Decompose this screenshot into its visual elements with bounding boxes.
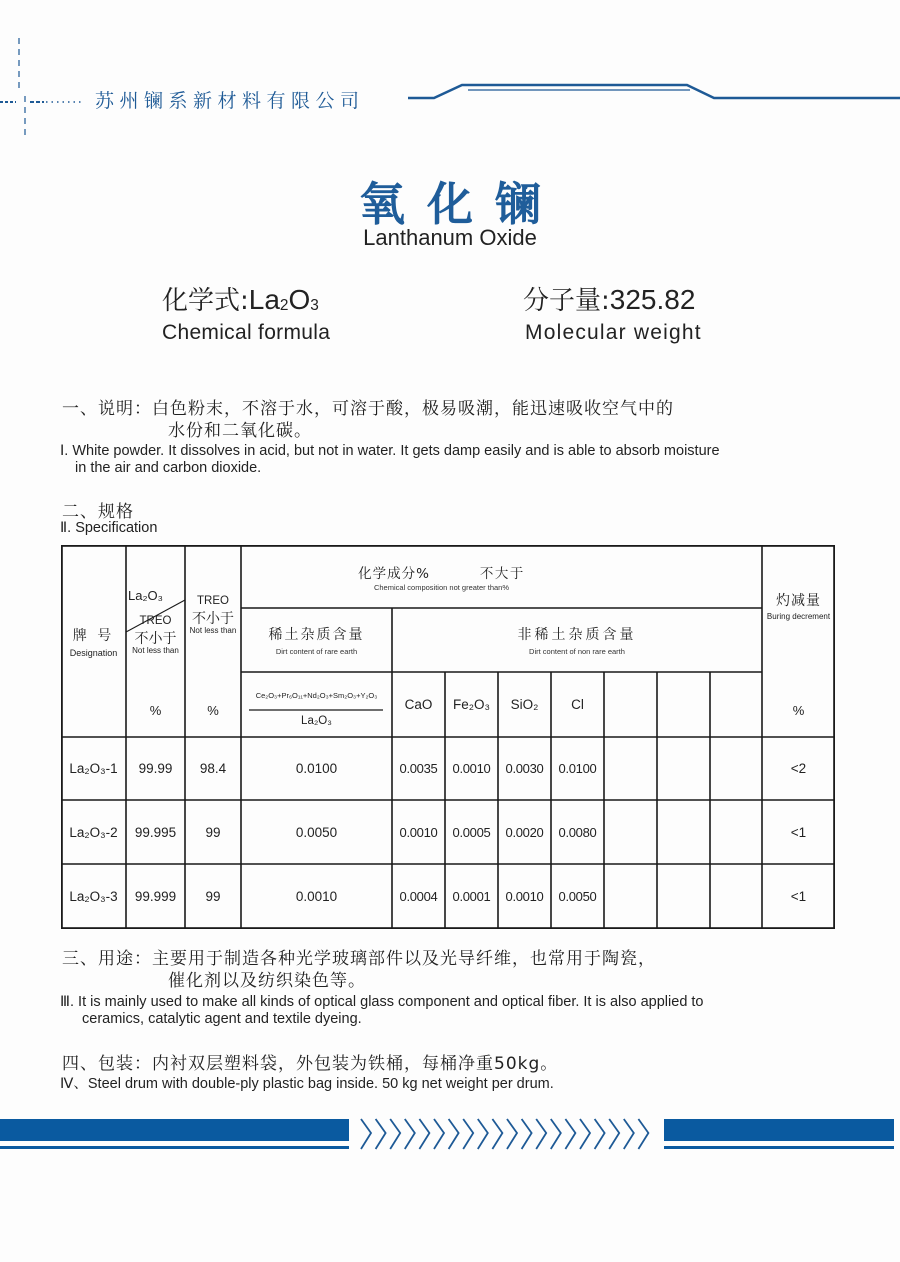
impurity-cell: 0.0010 [452, 761, 491, 776]
header-la2o3: La₂O₃ [128, 587, 163, 603]
header-percent-1: % [149, 702, 162, 718]
chevron-icon [390, 1119, 400, 1149]
header-percent-3: % [792, 702, 805, 718]
header-designation: 牌 号 Designation [69, 627, 118, 658]
product-title-en: Lanthanum Oxide [363, 225, 537, 250]
footer-bar-right [664, 1119, 894, 1141]
impurity-cell [604, 737, 657, 800]
impurity-cell: 0.0010 [399, 824, 438, 840]
burning-decrement-cell: <1 [790, 889, 807, 904]
chevron-icon [449, 1119, 459, 1149]
formula-value: $La_2O_3$ [248, 284, 319, 315]
la2o3-treo-cell: 99.999 [134, 889, 177, 904]
product-title-cn: 氧化镧 [359, 177, 563, 231]
chevron-icon [478, 1119, 488, 1149]
chevron-icon [434, 1119, 444, 1149]
rare-earth-cell: 0.0010 [295, 889, 338, 904]
packaging-en: Ⅳ、Steel drum with double-ply plastic bag inside. 50 kg net weight per drum. [60, 1076, 554, 1092]
footer-decoration [0, 1100, 900, 1160]
header-decoration [0, 30, 900, 140]
description-en-line2: in the air and carbon dioxide. [75, 460, 262, 476]
impurity-cell: 0.0020 [505, 824, 544, 840]
formula-label: 化学式: [162, 286, 249, 316]
impurity-cell [604, 800, 657, 864]
impurity-cell: 0.0100 [558, 761, 597, 776]
designation-cell: La₂O₃-3 [69, 889, 118, 904]
formula-label-en: Chemical formula [162, 321, 331, 344]
chevron-icon [492, 1119, 502, 1149]
packaging-cn: 四、包装：内衬双层塑料袋，外包装为铁桶，每桶净重50kg。 [62, 1054, 559, 1074]
treo-cell: 98.4 [199, 761, 227, 776]
chevron-icon [580, 1119, 590, 1149]
burning-decrement-cell: <2 [790, 761, 807, 776]
impurity-cell [657, 737, 710, 800]
mw-label: 分子量: [523, 286, 610, 316]
description-cn-line2: 水份和二氧化碳。 [168, 421, 312, 441]
impurity-cell: 0.0035 [399, 761, 438, 776]
chevron-icon [419, 1119, 429, 1149]
impurity-column-header: CaO [404, 697, 433, 712]
impurity-column-header: Cl [571, 697, 584, 712]
description-cn-line1: 一、说明：白色粉末，不溶于水，可溶于酸，极易吸潮，能迅速吸收空气中的 [62, 399, 674, 419]
chevron-icon [507, 1119, 517, 1149]
designation-cell: La₂O₃-2 [69, 824, 118, 840]
impurity-cell [604, 864, 657, 929]
chevron-icon [536, 1119, 546, 1149]
usage-en-line1: Ⅲ. It is mainly used to make all kinds of optical glass component and optical fiber. It is also applied to [60, 994, 704, 1010]
chevron-icon [522, 1119, 532, 1149]
header-burning-decrement: 灼减量 Buring decrement [766, 592, 831, 621]
burning-decrement-cell: <1 [790, 824, 807, 840]
impurity-column-header [657, 672, 710, 737]
chevron-icon [551, 1119, 561, 1149]
mw-value: 325.82 [609, 284, 696, 315]
specification-table [61, 545, 835, 929]
chevron-icon [565, 1119, 575, 1149]
header-rare-earth: 稀土杂质含量 Dirt content of rare earth [268, 627, 365, 656]
usage-cn-line2: 催化剂以及纺织染色等。 [168, 971, 366, 991]
description-en-line1: Ⅰ. White powder. It dissolves in acid, but not in water. It gets damp easily and is able to absorb moisture [60, 443, 720, 459]
treo-cell: 99 [205, 824, 221, 840]
impurity-cell [710, 737, 762, 800]
ratio-denominator: La₂O₃ [301, 715, 332, 727]
impurity-cell: 0.0004 [399, 889, 438, 904]
molecular-weight [523, 280, 695, 317]
impurity-cell: 0.0050 [558, 889, 597, 904]
chevron-arrows [361, 1119, 648, 1149]
ratio-numerator: Ce₂O₃+Pr₆O₁₁+Nd₂O₃+Sm₂O₃+Y₂O₃ [255, 690, 378, 700]
impurity-cell: 0.0005 [452, 824, 491, 840]
impurity-column-header: Fe₂O₃ [453, 697, 490, 712]
chevron-icon [376, 1119, 386, 1149]
treo-cell: 99 [205, 889, 221, 904]
mw-label-en: Molecular weight [525, 321, 702, 344]
company-name: 苏州镧系新材料有限公司 [95, 90, 365, 112]
la2o3-treo-cell: 99.995 [134, 824, 177, 840]
impurity-cell: 0.0010 [505, 889, 544, 904]
rare-earth-cell: 0.0050 [295, 824, 338, 840]
impurity-column-header [710, 672, 762, 737]
chemical-formula [162, 280, 319, 317]
chevron-icon [463, 1119, 473, 1149]
usage-en-line2: ceramics, catalytic agent and textile dyeing. [82, 1011, 362, 1027]
chevron-icon [595, 1119, 605, 1149]
impurity-cell [657, 800, 710, 864]
chevron-icon [624, 1119, 634, 1149]
chevron-icon [609, 1119, 619, 1149]
impurity-column-header: SiO₂ [510, 697, 539, 712]
specification-heading-cn: 二、规格 [62, 502, 134, 522]
impurity-cell: 0.0080 [558, 824, 597, 840]
designation-cell: La₂O₃-1 [69, 761, 118, 776]
la2o3-treo-cell: 99.99 [138, 761, 173, 776]
impurity-column-header [604, 672, 657, 737]
header-percent-2: % [207, 702, 219, 718]
impurity-cell: 0.0030 [505, 761, 544, 776]
impurity-cell [710, 800, 762, 864]
footer-bar-left [0, 1119, 349, 1141]
impurity-cell [657, 864, 710, 929]
header-composition: 化学成分% 不大于 Chemical composition not greater than% [358, 565, 525, 592]
header-treo: TREO 不小于 Not less than [189, 595, 237, 635]
chevron-icon [361, 1119, 371, 1149]
chevron-icon [405, 1119, 415, 1149]
usage-cn-line1: 三、用途：主要用于制造各种光学玻璃部件以及光导纤维，也常用于陶瓷， [62, 949, 656, 969]
impurity-cell: 0.0001 [452, 889, 491, 904]
header-rule [408, 85, 900, 98]
header-non-rare-earth: 非稀土杂质含量 Dirt content of non rare earth [517, 627, 637, 656]
header-la2o3-treo: TREO 不小于 Not less than [132, 615, 179, 655]
specification-heading-en: Ⅱ. Specification [60, 520, 158, 536]
rare-earth-cell: 0.0100 [295, 761, 338, 776]
chevron-icon [638, 1119, 648, 1149]
impurity-cell [710, 864, 762, 929]
